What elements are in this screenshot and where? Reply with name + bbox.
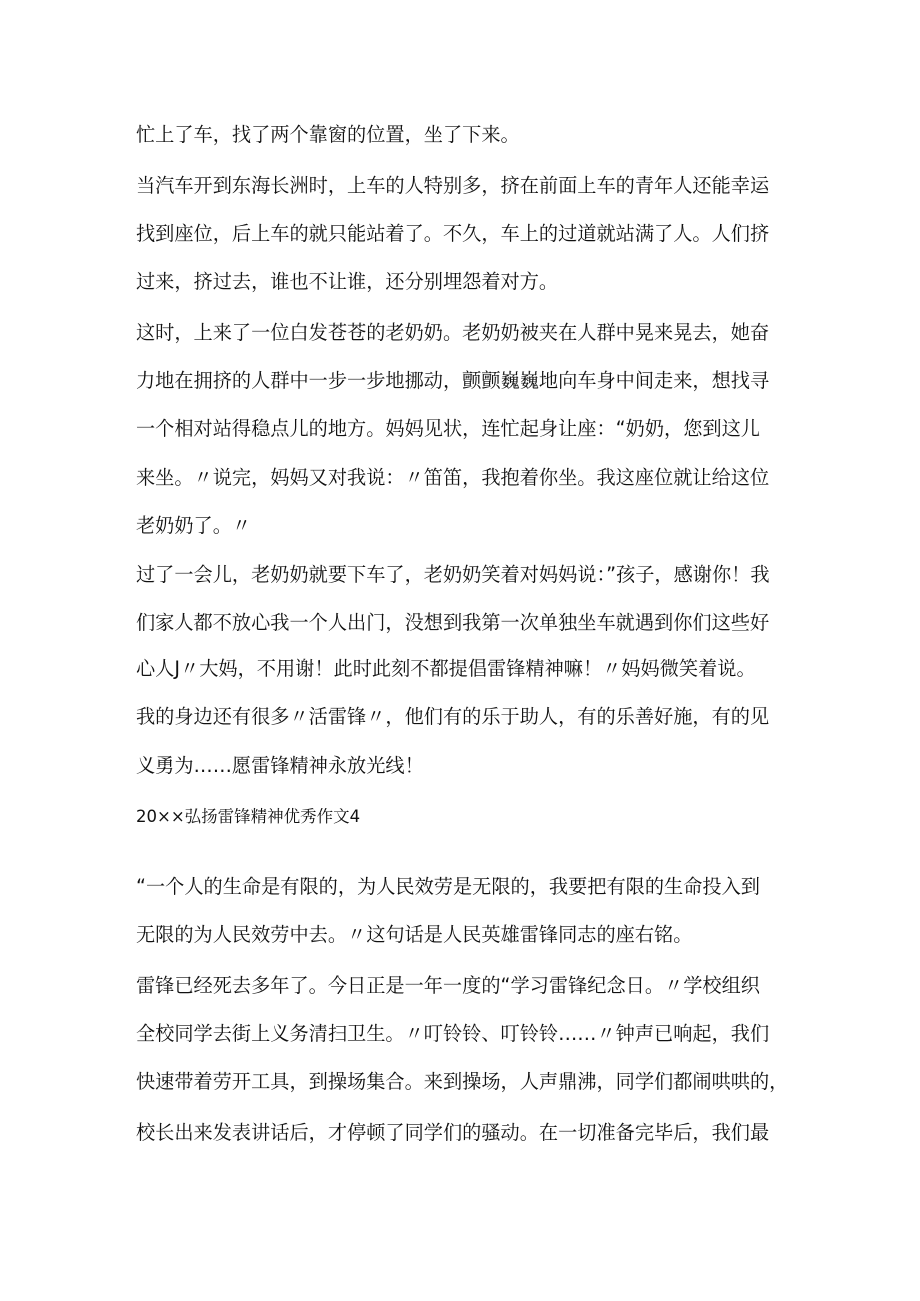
text-line: 我的身边还有很多〃活雷锋〃，他们有的乐于助人，有的乐善好施，有的见 [136,705,770,728]
text-line: 快速带着劳开工具，到操场集合。来到操场，人声鼎沸，同学们都闹哄哄的， [136,1070,789,1093]
text-line: 这时，上来了一位白发苍苍的老奶奶。老奶奶被夹在人群中晃来晃去，她奋 [136,321,770,344]
text-line: 雷锋已经死去多年了。今日正是一年一度的“学习雷锋纪念日。〃学校组织 [136,974,760,997]
text-line: 过来，挤过去，谁也不让谁，还分别埋怨着对方。 [136,270,559,293]
text-line: 老奶奶了。〃 [136,514,252,537]
text-line: 来坐。〃说完，妈妈又对我说：〃笛笛，我抱着你坐。我这座位就让给这位 [136,466,770,489]
section-heading: 20××弘扬雷锋精神优秀作文4 [136,807,361,826]
text-line: 无限的为人民效劳中去。〃这句话是人民英雄雷锋同志的座右铭。 [136,923,693,946]
text-line: 全校同学去街上义务清扫卫生。〃叮铃铃、叮铃铃……〃钟声已响起，我们 [136,1022,770,1045]
text-line: 校长出来发表讲话后，才停顿了同学们的骚动。在一切准备完毕后，我们最 [136,1121,770,1144]
text-line: 过了一会儿，老奶奶就要下车了，老奶奶笑着对妈妈说：”孩子，感谢你！我 [136,563,770,586]
text-line: “一个人的生命是有限的，为人民效劳是无限的，我要把有限的生命投入到 [136,875,760,898]
text-line: 忙上了车，找了两个靠窗的位置，坐了下来。 [136,123,520,146]
text-line: 一个相对站得稳点儿的地方。妈妈见状，连忙起身让座：“奶奶，您到这儿 [136,417,760,440]
text-line: 义勇为……愿雷锋精神永放光线！ [136,754,424,777]
text-line: 们家人都不放心我一个人出门，没想到我第一次单独坐车就遇到你们这些好 [136,611,770,634]
text-line: 当汽车开到东海长洲时，上车的人特别多，挤在前面上车的青年人还能幸运 [136,174,770,197]
text-line: 找到座位，后上车的就只能站着了。不久，车上的过道就站满了人。人们挤 [136,222,770,245]
text-line: 心人J〃大妈，不用谢！此时此刻不都提倡雷锋精神嘛！〃妈妈微笑着说。 [136,657,756,680]
text-line: 力地在拥挤的人群中一步一步地挪动，颤颤巍巍地向车身中间走来，想找寻 [136,369,770,392]
